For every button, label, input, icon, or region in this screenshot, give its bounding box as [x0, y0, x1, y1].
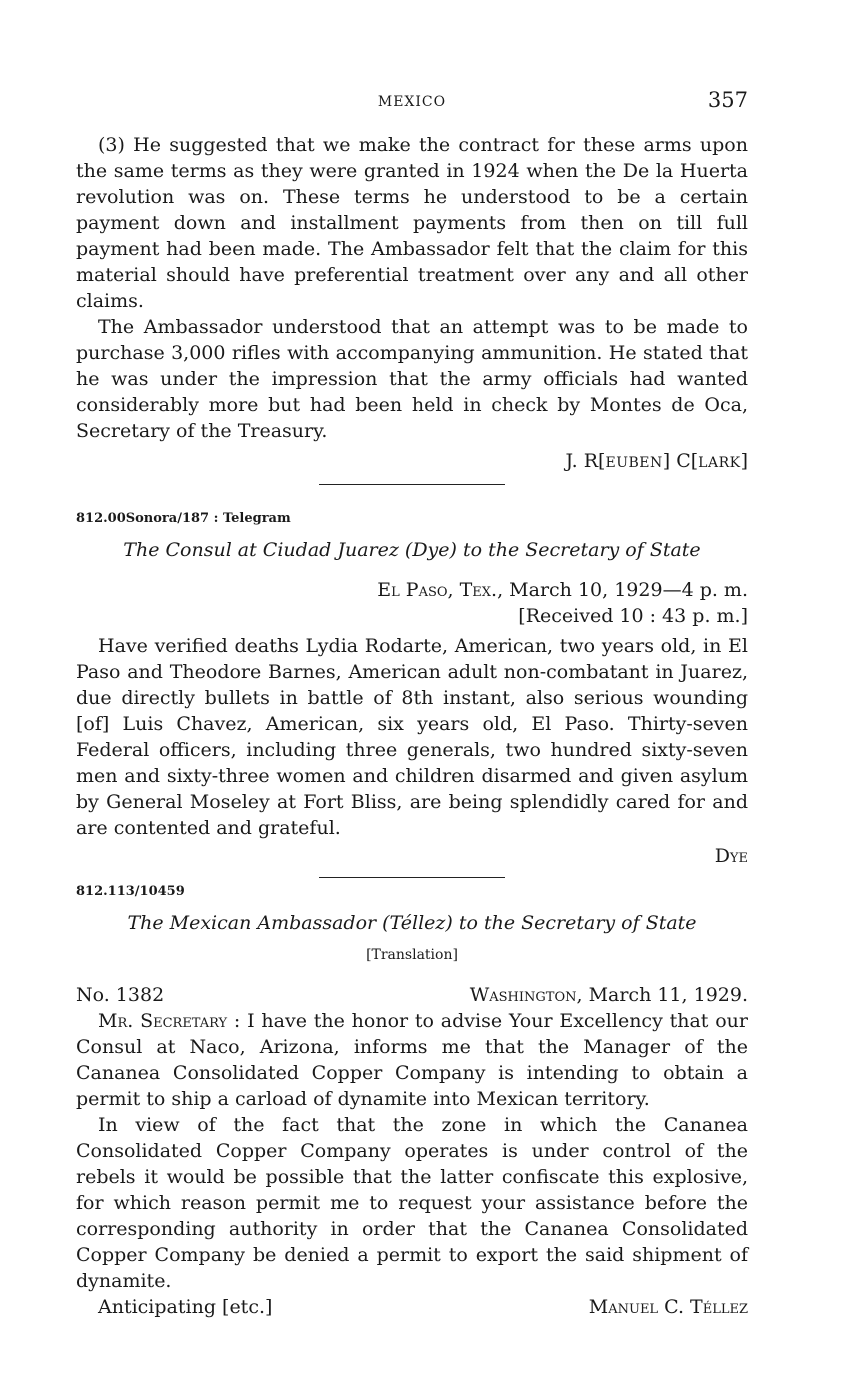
- running-title: MEXICO: [377, 94, 447, 110]
- section-divider: [319, 484, 505, 485]
- file-reference: 812.113/10459: [76, 884, 185, 899]
- salutation: Mr. Secretary :: [98, 1010, 241, 1032]
- telegram-section: [76, 511, 748, 878]
- document-number: No. 1382: [76, 984, 165, 1006]
- file-reference: 812.00Sonora/187 : Telegram: [76, 511, 291, 526]
- signature: J. R[EUBEN] C[LARK]: [565, 450, 748, 472]
- letter-section: [76, 884, 748, 1320]
- page-number: 357: [707, 88, 748, 112]
- dateline: Washington, March 11, 1929.: [469, 984, 748, 1006]
- signature: Manuel C. Téllez: [588, 1296, 748, 1318]
- dateline: El Paso, Tex., March 10, 1929—4 p. m.: [377, 579, 748, 601]
- number-dateline: [76, 982, 748, 1008]
- paragraph: In view of the fact that the zone in which the Cananea Consolidated Copper Company operates is under control of the rebels it would be possible that the latter confiscate this explosive, for which reason permit me to request your assistance before the corresponding authority in order that the Cananea Consolidated Copper Company be denied a permit to export the said shipment of dynamite.: [76, 1114, 748, 1292]
- paragraph: (3) He suggested that we make the contract for these arms upon the same terms as they were granted in 1924 when the De la Huerta revolution was on. These terms he understood to be a certain payment down and installment payments from then on till full payment had been made. The Ambassador felt that the claim for this material should have preferential treatment over any and all other claims.: [76, 134, 748, 312]
- document-title: The Mexican Ambassador (Téllez) to the Secretary of State: [127, 912, 697, 934]
- closing-line: [76, 1294, 748, 1320]
- document-title: The Consul at Ciudad Juarez (Dye) to the Secretary of State: [123, 539, 701, 561]
- document-page: [76, 88, 748, 1320]
- translation-note: [Translation]: [366, 947, 458, 963]
- signature: Dye: [714, 845, 748, 867]
- paragraph: The Ambassador understood that an attempt was to be made to purchase 3,000 rifles with accompanying ammunition. He stated that he was under the impression that the army officials had wanted considerably more but had been held in check by Montes de Oca, Secretary of the Treasury.: [76, 316, 748, 442]
- closing: Anticipating [etc.]: [98, 1296, 273, 1318]
- page-header: [76, 88, 748, 118]
- memo-continuation: [76, 132, 748, 485]
- section-divider: [319, 877, 505, 878]
- paragraph: Mr. Secretary : I have the honor to advise Your Excellency that our Consul at Naco, Arizona, informs me that the Manager of the Cananea Consolidated Copper Company is intending to obtain a permit to ship a carload of dynamite into Mexican territory.: [76, 1010, 748, 1110]
- received-note: [Received 10 : 43 p. m.]: [518, 605, 748, 627]
- paragraph: Have verified deaths Lydia Rodarte, American, two years old, in El Paso and Theodore Barnes, American adult non-combatant in Juarez, due directly bullets in battle of 8th instant, also serious wounding [of] Luis Chavez, American, six years old, El Paso. Thirty-seven Federal officers, including three generals, two hundred sixty-seven men and sixty-three women and children disarmed and given asylum by General Moseley at Fort Bliss, are being splendidly cared for and are contented and grateful.: [76, 635, 748, 839]
